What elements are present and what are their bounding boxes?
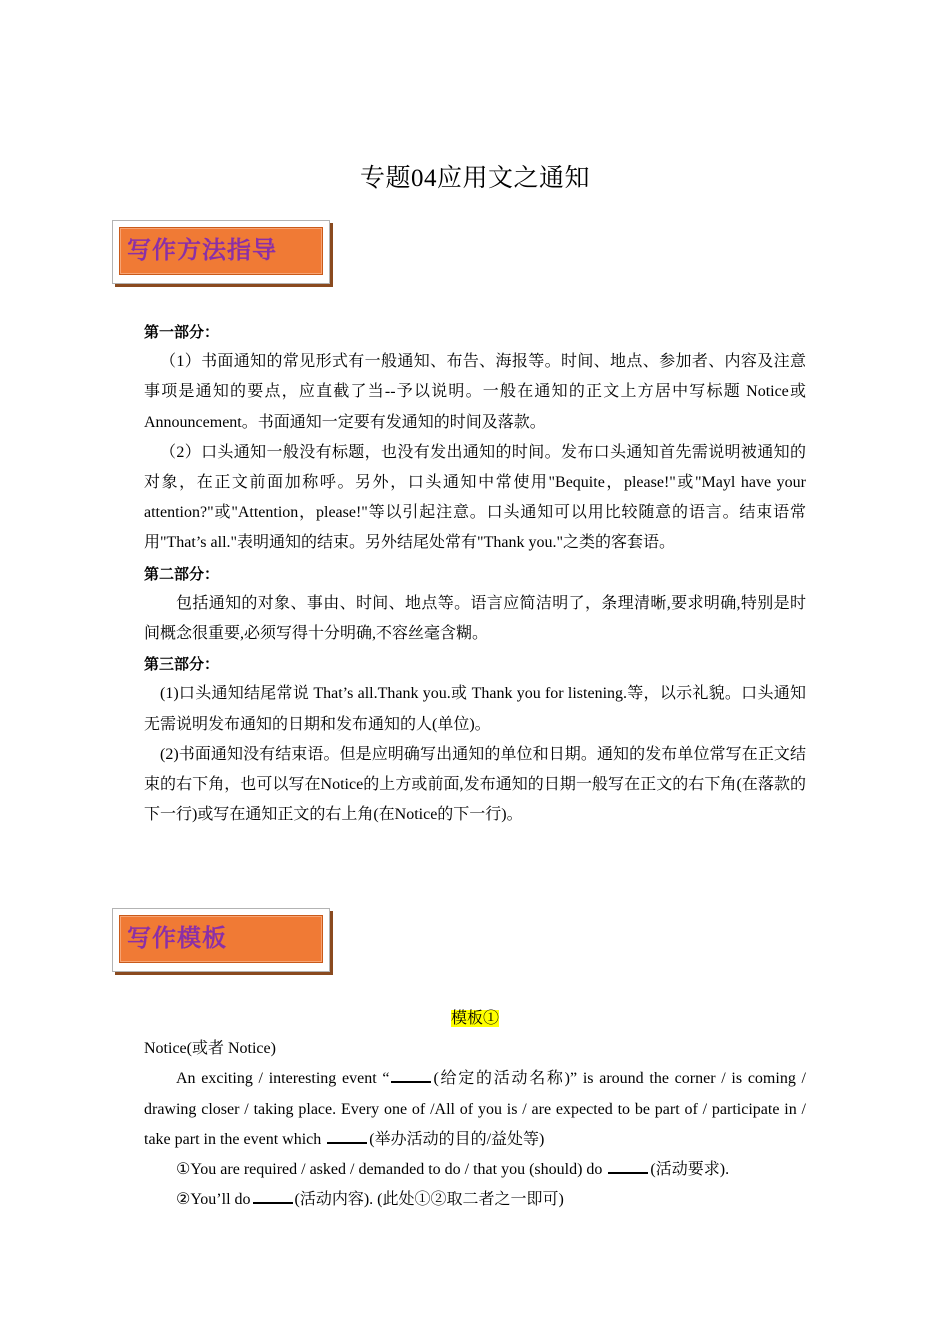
template-item-2: ②You’ll do (活动内容). (此处①②取二者之一即可) bbox=[144, 1185, 806, 1215]
part-heading: 第一部分： bbox=[144, 323, 220, 341]
part-heading: 第二部分： bbox=[144, 564, 220, 583]
page-title: 专题04应用文之通知 bbox=[359, 165, 590, 192]
template-item-1: ①You are required / asked / demanded to do / that you (should) do (活动要求). bbox=[144, 1155, 806, 1185]
fill-blank bbox=[253, 1188, 293, 1204]
part-heading: 第三部分： bbox=[144, 655, 220, 674]
section-heading: 写作方法指导 bbox=[127, 236, 277, 264]
template-label: 模板① bbox=[450, 1010, 499, 1027]
notice-line: Notice(或者 Notice) bbox=[144, 1040, 276, 1058]
fill-blank bbox=[608, 1158, 648, 1174]
fill-blank bbox=[391, 1067, 431, 1083]
section-banner-writing-template bbox=[112, 908, 330, 972]
section-heading: 写作模板 bbox=[127, 924, 227, 952]
template-body bbox=[144, 1004, 806, 1215]
paragraph: （1）书面通知的常见形式有一般通知、布告、海报等。时间、地点、参加者、内容及注意事项是通知的要点，应直截了当--予以说明。一般在通知的正文上方居中写标题 Notice或Announcement。书面通知一定要有发通知的时间及落款。 bbox=[144, 353, 806, 431]
section-banner-writing-method bbox=[112, 220, 330, 284]
paragraph: （2）口头通知一般没有标题，也没有发出通知的时间。发布口头通知首先需说明被通知的对象，在正文前面加称呼。另外，口头通知中常使用"Bequite，please!"或"Mayl have your attention?"或"Attention，please!"等以引起注意。口头通知可以用比较随意的语言。结束语常用"That’s all."表明通知的结束。另外结尾处常有"Thank you."之类的客套语。 bbox=[144, 443, 806, 552]
method-guide-body bbox=[144, 317, 806, 830]
paragraph: 包括通知的对象、事由、时间、地点等。语言应简洁明了，条理清晰,要求明确,特别是时间概念很重要,必须写得十分明确,不容丝毫含糊。 bbox=[144, 594, 806, 643]
paragraph: (1)口头通知结尾常说 That’s all.Thank you.或 Thank you for listening.等，以示礼貌。口头通知无需说明发布通知的日期和发布通知的人(单位)。 bbox=[144, 685, 806, 733]
paragraph: (2)书面通知没有结束语。但是应明确写出通知的单位和日期。通知的发布单位常写在正文结束的右下角，也可以写在Notice的上方或前面,发布通知的日期一般写在正文的右下角(在落款的下一行)或写在通知正文的右上角(在Notice的下一行)。 bbox=[144, 745, 806, 824]
template-paragraph: An exciting / interesting event “ (给定的活动名称)” is around the corner / is coming / drawing closer / taking place. Every one of /All of you is / are expected to be part of / participate in / take part in the event which (举办活动的目的/益处等) bbox=[144, 1064, 806, 1155]
fill-blank bbox=[327, 1128, 367, 1144]
